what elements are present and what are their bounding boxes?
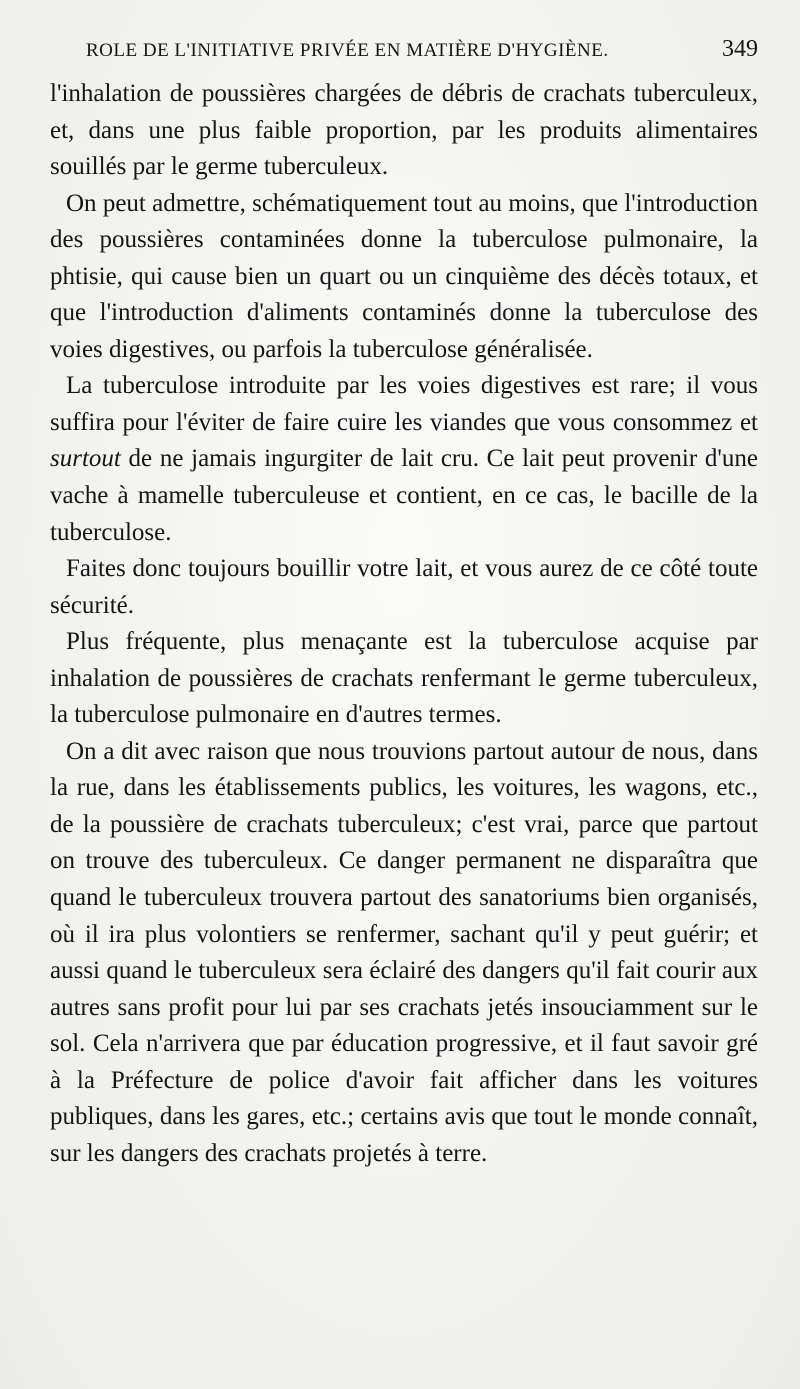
page-number: 349 bbox=[722, 36, 758, 62]
paragraph-boil-milk: Faites donc toujours bouillir votre lait, et vous aurez de ce côté toute sécurité. bbox=[50, 555, 758, 619]
paragraph-text-after-emphasis: de ne jamais ingurgiter de lait cru. Ce lait peut provenir d'une vache à mamelle tuberculeuse et contient, en ce cas, le bacille de la tuberculose. bbox=[50, 445, 758, 546]
paragraph-inhalation-vs-digestion: On peut admettre, schématiquement tout au moins, que l'introduction des poussières contaminées donne la tuberculose pulmonaire, la phtisie, qui cause bien un quart ou un cinquième des décès totaux, et que l'introduction d'aliments contaminés donne la tuberculose des voies digestives, ou parfois la tuberculose généralisée. bbox=[50, 189, 758, 363]
running-title: ROLE DE L'INITIATIVE PRIVÉE EN MATIÈRE D'HYGIÈNE. bbox=[86, 40, 609, 61]
paragraph-dust-everywhere: On a dit avec raison que nous trouvions partout autour de nous, dans la rue, dans les établissements publics, les voitures, les wagons, etc., de la poussière de crachats tuberculeux; c'est vrai, parce que partout on trouve des tuberculeux. Ce danger permanent ne disparaîtra que quand le tuberculeux trouvera partout des sanatoriums bien organisés, où il ira plus volontiers se renfermer, sachant qu'il y peut guérir; et aussi quand le tuberculeux sera éclairé des dangers qu'il fait courir aux autres sans profit pour lui par ses crachats jetés insouciamment sur le sol. Cela n'arrivera que par éducation progressive, et il faut savoir gré à la Préfecture de police d'avoir fait afficher dans les voitures publiques, dans les gares, etc.; certains avis que tout le monde connaît, sur les dangers des crachats projetés à terre. bbox=[50, 737, 758, 1167]
running-head bbox=[86, 36, 758, 76]
paragraph-acquired-by-inhalation: Plus fréquente, plus menaçante est la tuberculose acquise par inhalation de poussières de crachats renfermant le germe tuberculeux, la tuberculose pulmonaire en d'autres termes. bbox=[50, 628, 758, 729]
paragraph-continuation: l'inhalation de poussières chargées de débris de crachats tuberculeux, et, dans une plus faible proportion, par les produits alimentaires souillés par le germe tuberculeux. bbox=[50, 80, 758, 181]
emphasis-surtout: surtout bbox=[50, 445, 121, 473]
paragraph-digestive-tuberculosis bbox=[50, 368, 758, 551]
body-text bbox=[50, 76, 758, 1172]
paragraph-text-before-emphasis: La tuberculose introduite par les voies digestives est rare; il vous suffira pour l'éviter de faire cuire les viandes que vous consommez et bbox=[50, 372, 758, 436]
